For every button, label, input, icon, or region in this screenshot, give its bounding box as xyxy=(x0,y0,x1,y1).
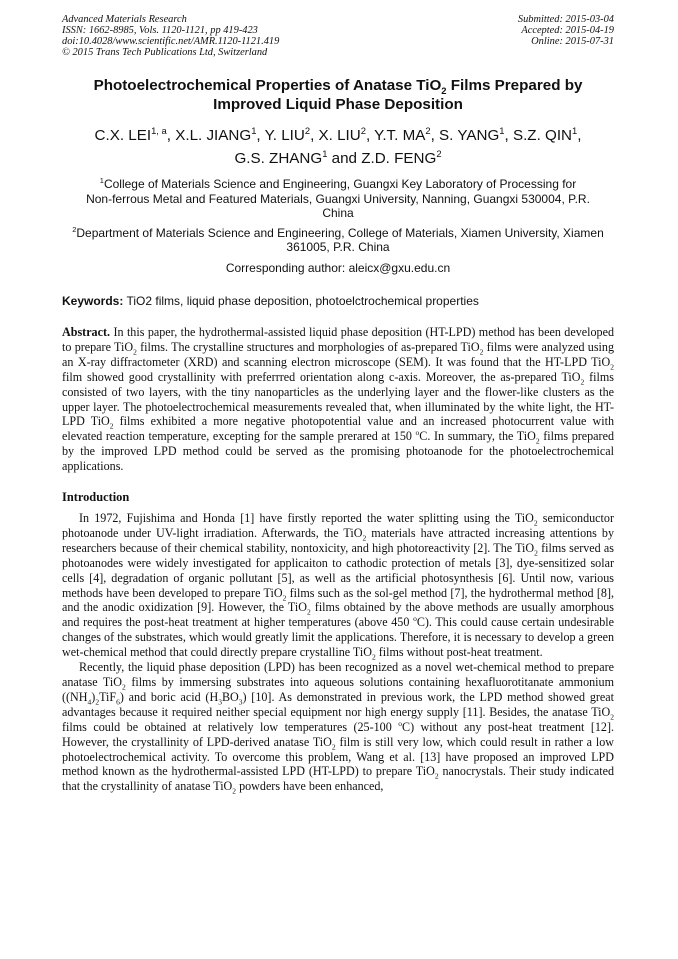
journal-doi: doi:10.4028/www.scientific.net/AMR.1120-1121.419 xyxy=(62,36,280,47)
journal-issn: ISSN: 1662-8985, Vols. 1120-1121, pp 419-423 xyxy=(62,25,258,36)
paper-title: Photoelectrochemical Properties of Anatase TiO$_2$ Films Prepared by Improved Liquid Phase Deposition xyxy=(93,77,583,113)
abstract-label: Abstract. xyxy=(62,324,111,339)
corresponding-author: Corresponding author: aleicx@gxu.edu.cn xyxy=(225,260,451,275)
journal-copyright: © 2015 Trans Tech Publications Ltd, Switzerland xyxy=(62,47,268,58)
intro-paragraph-1: In 1972, Fujishima and Honda [1] have firstly reported the water splitting using the TiO$_2$ semiconductor photoanode under UV-light irradiation. Afterwards, the TiO$_2$ materials have attracted increasing attentions by researchers because of their chemical stability, nontoxicity, and high photoreactivity [2]. The TiO$_2$ films served as photoanodes were widely investigated for applicaiton to cathodic protection of metals [3], dye-sensitized solar cells [4], degradation of organic pollutant [5], as well as the artificial photosynthesis [6]. Until now, various methods have been developed to prepare TiO$_2$ films such as the sol-gel method [7], the hydrothermal method [8], and the anodic oxidization [9]. However, the TiO$_2$ films obtained by the above methods are usually amorphous and requires the post-heat treatment at higher temperatures (above 450 $^o$C). This could cause certain undesirable changes of the substrates, which would greatly limit the applications. Therefore, it is necessary to develop a green wet-chemical method that could directly prepare crystalline TiO$_2$ films without post-heat treatment. xyxy=(62,511,614,662)
affiliation-2: $^2$Department of Materials Science and Engineering, College of Materials, Xiamen University, Xiamen 361005, P.R. China xyxy=(72,224,604,255)
abstract: Abstract. In this paper, the hydrothermal-assisted liquid phase deposition (HT-LPD) method has been developed to prepare TiO$_2$ films. The crystalline structures and morphologies of as-prepared TiO$_2$ films were analyzed using an X-ray diffractometer (XRD) and scanning electron microscope (SEM). It was found that the HT-LPD TiO$_2$ film showed good crystallinity with preferrred orientation along c-axis. Moreover, the as-prepared TiO$_2$ films consisted of two layers, with the tiny nanoparticles as the underlying layer and the flower-like clusters as the upper layer. The photoelectrochemical measurements revealed that, when illuminated by the white light, the HT-LPD TiO$_2$ films exhibited a more negative photopotential value and an increased photocurrent value with elevated reaction temperature, excepting for the sample prerared at 150 $^o$C. In summary, the TiO$_2$ films prepared by the improved LPD method could be served as the promising photoanode for the photoelectrochemical applications. xyxy=(62,324,614,474)
date-submitted: Submitted: 2015-03-04 xyxy=(517,14,614,25)
keywords-label: Keywords: xyxy=(62,293,124,308)
author-list: C.X. LEI$^{1, a}$, X.L. JIANG$^1$, Y. LIU$^2$, X. LIU$^2$, Y.T. $MA^2$, S. YANG$^1$, S.Z. QIN$^1$, G.S. ZHANG$^1$ and Z.D. FENG$^2$ xyxy=(94,124,582,167)
section-heading-introduction: Introduction xyxy=(62,490,130,505)
date-online: Online: 2015-07-31 xyxy=(531,36,614,47)
journal-header xyxy=(62,14,614,58)
journal-name: Advanced Materials Research xyxy=(62,14,187,25)
intro-paragraph-2: Recently, the liquid phase deposition (LPD) has been recognized as a novel wet-chemical method to prepare anatase TiO$_2$ films by immersing substrates into aqueous solutions containing hexafluorotitanate ammonium $((NH_4)_2TiF_6)$ and boric acid $(H_3BO_3)$ [10]. As demonstrated in previous work, the LPD method showed great advantages because it required neither special equipment nor high energy supply [11]. Besides, the anatase TiO$_2$ films could be obtained at relatively low temperatures (25-100 $^o$C) without any post-heat treatment [12]. However, the crystallinity of LPD-derived anatase TiO$_2$ film is still very low, which could result in rather a low photoelectrochemical activity. To overcome this problem, Wang et al. [13] have proposed an improved LPD method known as the hydrothermal-assisted LPD (HT-LPD) to prepare TiO$_2$ nanocrystals. Their study indicated that the crystallinity of anatase TiO$_2$ powders have been enhanced, xyxy=(62,660,615,796)
keywords-text: TiO2 films, liquid phase deposition, photoelctrochemical properties xyxy=(123,293,479,308)
affiliation-1: $^1$College of Materials Science and Engineering, Guangxi Key Laboratory of Processing for Non-ferrous Metal and Featured Materials, Guangxi University, Nanning, Guangxi 530004, P.R. China xyxy=(86,176,590,221)
date-accepted: Accepted: 2015-04-19 xyxy=(521,25,614,36)
submission-dates xyxy=(518,14,614,58)
journal-info xyxy=(62,14,279,58)
keywords xyxy=(62,294,614,308)
